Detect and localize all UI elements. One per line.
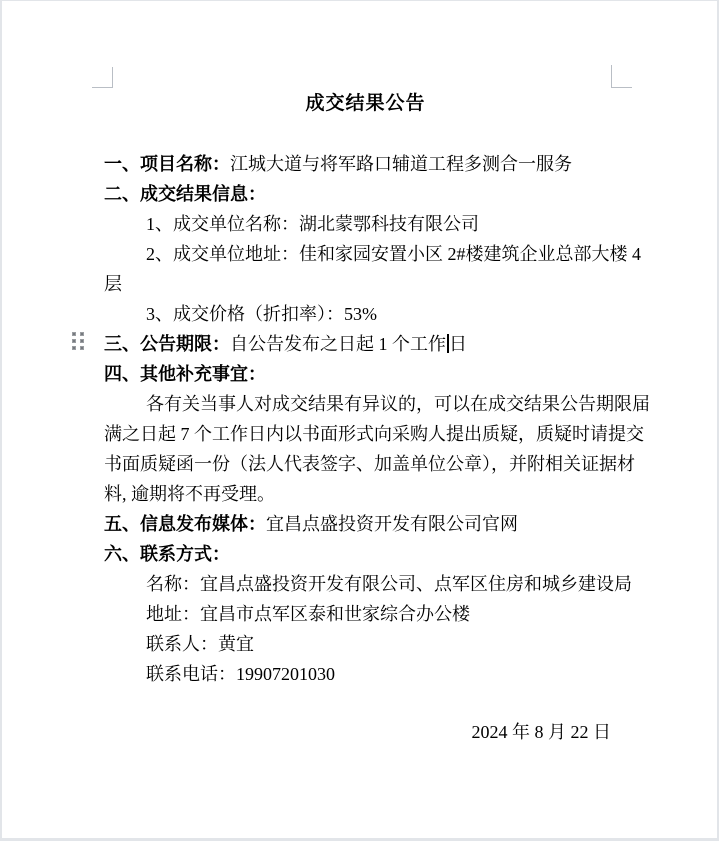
margin-crop-mark-top-left [92, 67, 113, 88]
doc-text: 满之日起 7 个工作日内以书面形式向采购人提出质疑，质疑时请提交 [104, 424, 644, 444]
doc-line [104, 449, 635, 479]
margin-crop-mark-top-right [611, 65, 632, 88]
doc-line [104, 539, 611, 569]
doc-text: 料, 逾期将不再受理。 [104, 484, 275, 504]
doc-text: 2、成交单位地址：佳和家园安置小区 2#楼建筑企业总部大楼 4 [146, 244, 641, 264]
doc-line [104, 299, 611, 329]
doc-line [104, 389, 650, 419]
doc-line [104, 269, 611, 299]
doc-line [104, 569, 632, 599]
doc-line [104, 419, 644, 449]
doc-line [104, 359, 611, 389]
paragraph-drag-handle[interactable] [72, 332, 84, 350]
doc-line [104, 479, 611, 509]
doc-text-bold: 二、成交结果信息： [104, 184, 266, 204]
doc-lines [104, 149, 650, 689]
doc-text: 各有关当事人对成交结果有异议的，可以在成交结果公告期限届 [146, 394, 650, 414]
doc-line [104, 509, 611, 539]
doc-text: 1、成交单位名称：湖北蒙鄂科技有限公司 [146, 214, 479, 234]
date-line: 2024 年 8 月 22 日 [471, 722, 611, 742]
doc-text-bold: 六、联系方式： [104, 544, 230, 564]
doc-text: 名称：宜昌点盛投资开发有限公司、点军区住房和城乡建设局 [146, 574, 632, 594]
doc-text-bold: 五、信息发布媒体： [104, 514, 266, 534]
blank-line [104, 119, 611, 149]
doc-line [104, 629, 611, 659]
doc-text: 书面质疑函一份（法人代表签字、加盖单位公章），并附相关证据材 [104, 454, 635, 474]
doc-text: 联系人：黄宜 [146, 634, 254, 654]
doc-line [104, 329, 611, 359]
doc-text: 宜昌点盛投资开发有限公司官网 [266, 514, 518, 534]
doc-line [104, 179, 611, 209]
doc-line [104, 239, 641, 269]
doc-line [104, 599, 611, 629]
doc-text: 自公告发布之日起 1 个工作 [230, 334, 446, 354]
doc-line [104, 149, 611, 179]
doc-text-bold: 四、其他补充事宜： [104, 364, 266, 384]
doc-text-bold: 三、公告期限： [104, 334, 230, 354]
doc-text: 联系电话：19907201030 [146, 664, 335, 684]
document-title: 成交结果公告 [305, 93, 426, 114]
doc-text: 3、成交价格（折扣率）：53% [146, 304, 377, 324]
doc-text: 日 [449, 334, 467, 354]
doc-text: 江城大道与将军路口辅道工程多测合一服务 [230, 154, 572, 174]
doc-text: 地址：宜昌市点军区泰和世家综合办公楼 [146, 604, 470, 624]
doc-text-bold: 一、项目名称： [104, 154, 230, 174]
document-body[interactable] [104, 89, 650, 747]
doc-line [104, 209, 611, 239]
doc-text: 层 [104, 274, 122, 294]
doc-line [104, 659, 611, 689]
